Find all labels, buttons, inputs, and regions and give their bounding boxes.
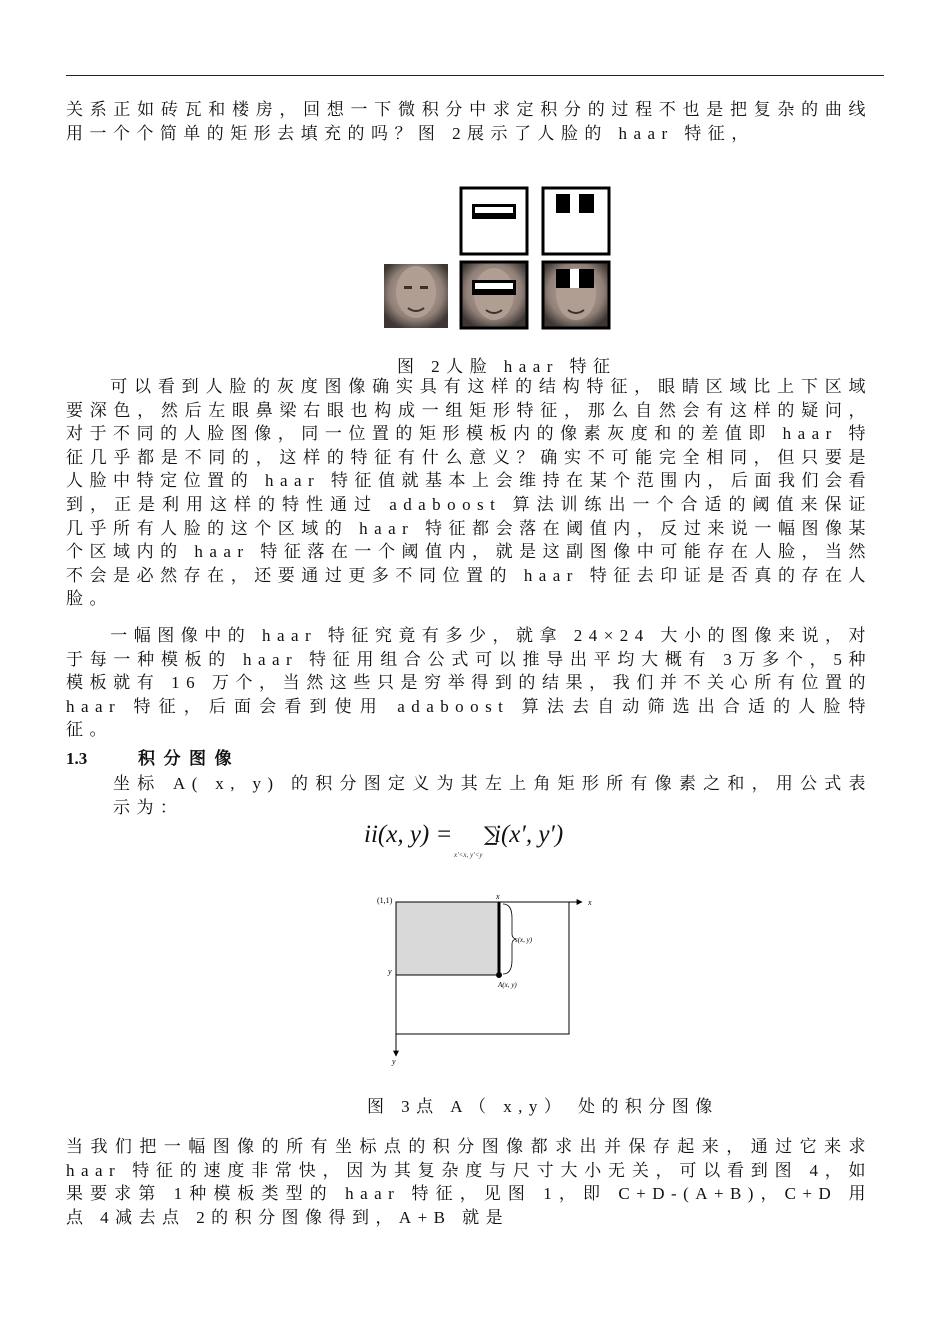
y-axis-label: y xyxy=(392,1057,396,1066)
formula-rhs: i(x′, y′) xyxy=(494,821,564,848)
s-label: s(x, y) xyxy=(515,936,533,944)
figure3-caption: 图 3点 A（ x,y） 处的积分图像 xyxy=(367,1097,719,1116)
face-image xyxy=(384,264,448,328)
paragraph-haar-meaning: 可以看到人脸的灰度图像确实具有这样的结构特征，眼睛区域比上下区域要深色，然后左眼鼻梁右眼也构成一组矩形特征，那么自然会有这样的疑问，对于不同的人脸图像，同一位置的矩形模板内的像素灰度和的差值即 haar 特征几乎都是不同的，这样的特征有什么意义？确实不可能完全相同，但只要是人脸中特定位置的 haar 特征值就基本上会维持在某个范围内，后面我们会看到，正是利用这样的特性通过 adaboost 算法训练出一个合适的阈值来保证几乎所有人脸的这个区域的 haar 特征都会落在阈值内，反过来说一幅图像某个区域内的 haar 特征落在一个阈值内，就是这副图像中可能存在人脸，当然不会是必然存在，还要通过更多不同位置的 haar 特征去印证是否真的存在人脸。 xyxy=(66,377,872,609)
formula-sum-symbol: ∑ xyxy=(484,822,499,846)
y-left-label: y xyxy=(388,967,392,976)
formula-subscript: x′<x, y′<y xyxy=(454,851,483,859)
formula-lhs: ii(x, y) = xyxy=(364,821,453,848)
integral-image-formula xyxy=(364,816,584,862)
point-a xyxy=(496,972,502,978)
face-with-line-feature-image xyxy=(543,262,609,328)
haar-template-edge-icon xyxy=(461,188,527,254)
x-top-label: x xyxy=(496,892,500,901)
integral-region xyxy=(396,902,499,975)
origin-label: (1,1) xyxy=(377,896,393,905)
section-number: 1.3 xyxy=(66,749,88,768)
paragraph-integral-usage: 当我们把一幅图像的所有坐标点的积分图像都求出并保存起来，通过它来求 haar 特征的速度非常快，因为其复杂度与尺寸大小无关，可以看到图 4，如果要求第 1种模板类型的 haar 特征，见图 1，即 C+D-(A+B)，C+D 用点 4减去点 2的积分图像得到，A+B 就是 xyxy=(66,1137,872,1227)
paragraph-integral-definition: 坐标 A( x, y) 的积分图定义为其左上角矩形所有像素之和，用公式表示为： xyxy=(113,774,872,817)
figure2-caption: 图 2人脸 haar 特征 xyxy=(397,357,617,376)
section-heading xyxy=(66,744,240,769)
haar-template-line-icon xyxy=(543,188,609,254)
paragraph-haar-count: 一幅图像中的 haar 特征究竟有多少，就拿 24×24 大小的图像来说，对于每一种模板的 haar 特征用组合公式可以推导出平均大概有 3万多个，5种模板就有 16 万个，当然这些只是穷举得到的结果，我们并不关心所有位置的 haar 特征，后面会看到使用 adaboost 算法去自动筛选出合适的人脸特征。 xyxy=(66,626,872,740)
section-title: 积分图像 xyxy=(138,749,240,768)
integral-image-diagram xyxy=(372,888,602,1066)
paragraph-intro: 关系正如砖瓦和楼房，回想一下微积分中求定积分的过程不也是把复杂的曲线用一个个简单的矩形去填充的吗？图 2展示了人脸的 haar 特征， xyxy=(66,100,872,143)
face-with-edge-feature-image xyxy=(461,262,527,328)
point-a-label: A(x, y) xyxy=(498,981,517,989)
x-axis-label: x xyxy=(588,898,592,907)
header-rule xyxy=(66,75,884,76)
haar-feature-figure xyxy=(380,186,616,332)
